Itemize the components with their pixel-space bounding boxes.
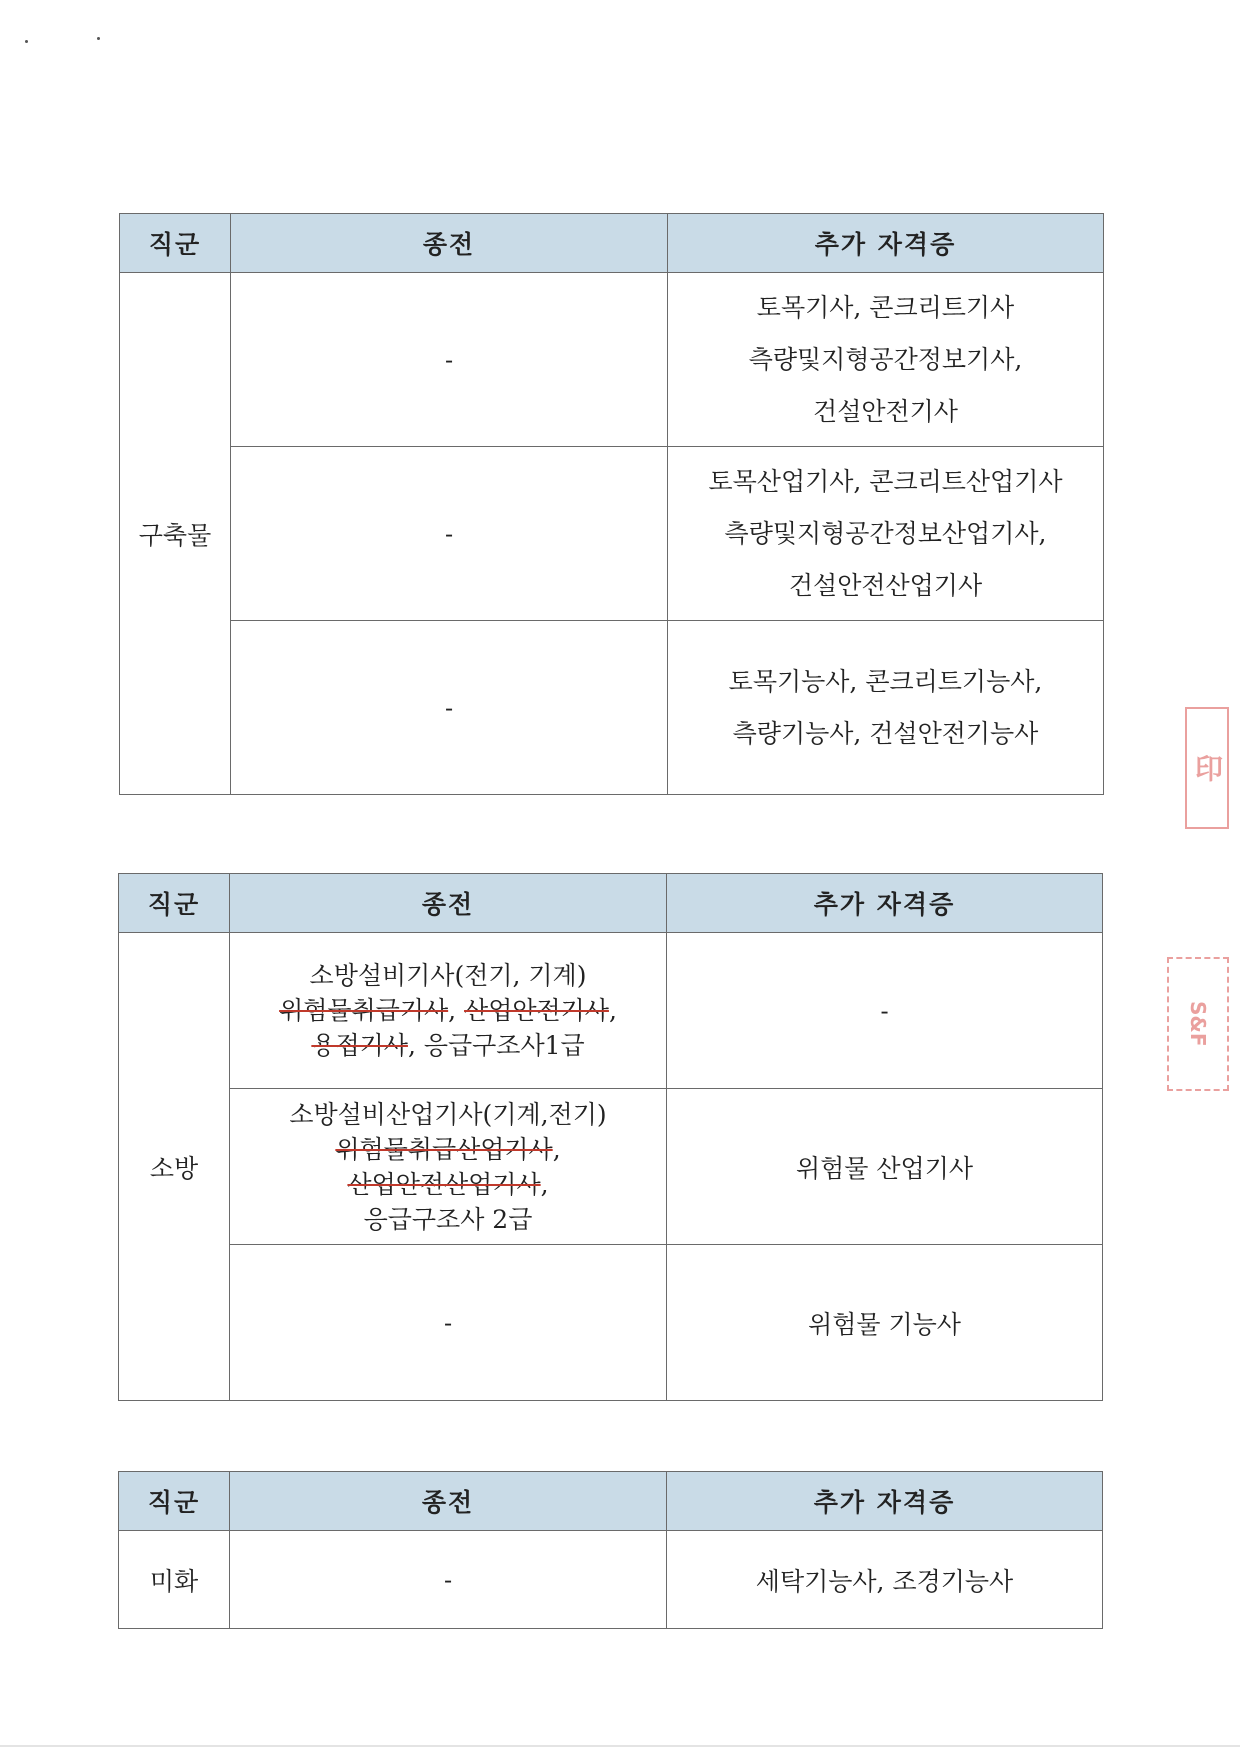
header-additional: 추가 자격증 — [667, 1472, 1103, 1531]
cert-line: 측량및지형공간정보기사, — [748, 344, 1023, 374]
header-additional: 추가 자격증 — [667, 874, 1103, 933]
seal-stamp-icon — [1185, 707, 1229, 829]
struck-cert: 산업안전기사 — [464, 996, 609, 1025]
cert-line — [230, 1167, 666, 1202]
struck-cert: 위험물취급기사 — [279, 996, 449, 1025]
table-row — [119, 933, 1103, 1089]
cert-line: 토목산업기사, 콘크리트산업기사 — [708, 466, 1063, 496]
cert-line — [230, 993, 666, 1028]
qualification-table-structures — [119, 213, 1104, 795]
current-cell: - — [230, 1245, 667, 1401]
struck-cert: 산업안전산업기사 — [347, 1169, 541, 1199]
qualification-table-cleaning — [118, 1471, 1103, 1629]
table-row — [120, 447, 1104, 621]
scan-edge — [0, 1745, 1240, 1747]
cert-line: 건설안전산업기사 — [788, 570, 983, 600]
header-group: 직군 — [119, 874, 230, 933]
header-current: 종전 — [231, 214, 668, 273]
struck-cert: 위험물취급산업기사 — [335, 1134, 553, 1164]
separator: , — [540, 1169, 549, 1199]
seal-text: S&F — [1186, 1001, 1210, 1047]
header-additional: 추가 자격증 — [668, 214, 1104, 273]
current-cell: - — [231, 273, 668, 447]
current-cell — [230, 933, 667, 1089]
header-group: 직군 — [120, 214, 231, 273]
table-row — [120, 273, 1104, 447]
current-cell: - — [230, 1531, 667, 1629]
scan-speck — [25, 40, 28, 43]
table-row — [119, 1089, 1103, 1245]
header-current: 종전 — [230, 1472, 667, 1531]
cert-line — [230, 1132, 666, 1167]
table-header-row — [119, 1472, 1103, 1531]
company-seal-stamp-icon — [1167, 957, 1229, 1091]
cert-line: 측량기능사, 건설안전기능사 — [732, 718, 1039, 748]
table-header-row — [119, 874, 1103, 933]
cert-line: 소방설비기사(전기, 기계) — [309, 961, 587, 990]
table-row — [119, 1245, 1103, 1401]
current-cell: - — [231, 621, 668, 795]
group-cell: 소방 — [119, 933, 230, 1401]
group-cell: 구축물 — [120, 273, 231, 795]
separator: , — [552, 1134, 561, 1164]
additional-cell — [668, 273, 1104, 447]
cert-line — [230, 1028, 666, 1063]
additional-cell — [668, 621, 1104, 795]
group-cell: 미화 — [119, 1531, 230, 1629]
cert-line: 토목기사, 콘크리트기사 — [756, 292, 1015, 322]
additional-cell: 세탁기능사, 조경기능사 — [667, 1531, 1103, 1629]
additional-cell — [668, 447, 1104, 621]
table-row — [120, 621, 1104, 795]
cert-text: , 응급구조사1급 — [407, 1031, 585, 1060]
header-group: 직군 — [119, 1472, 230, 1531]
struck-cert: 용접기사 — [311, 1031, 408, 1060]
cert-line: 응급구조사 2급 — [363, 1204, 533, 1234]
additional-cell: 위험물 산업기사 — [667, 1089, 1103, 1245]
cert-line: 소방설비산업기사(기계,전기) — [289, 1099, 607, 1129]
separator: , — [448, 996, 465, 1025]
header-current: 종전 — [230, 874, 667, 933]
qualification-table-fire — [118, 873, 1103, 1401]
table-row — [119, 1531, 1103, 1629]
additional-cell: 위험물 기능사 — [667, 1245, 1103, 1401]
current-cell: - — [231, 447, 668, 621]
separator: , — [608, 996, 617, 1025]
cert-line: 건설안전기사 — [813, 396, 958, 426]
cert-line: 토목기능사, 콘크리트기능사, — [728, 666, 1043, 696]
current-cell — [230, 1089, 667, 1245]
table-header-row — [120, 214, 1104, 273]
seal-text: 印 — [1191, 754, 1224, 782]
cert-line: 측량및지형공간정보산업기사, — [724, 518, 1047, 548]
additional-cell: - — [667, 933, 1103, 1089]
scan-speck — [97, 37, 100, 40]
